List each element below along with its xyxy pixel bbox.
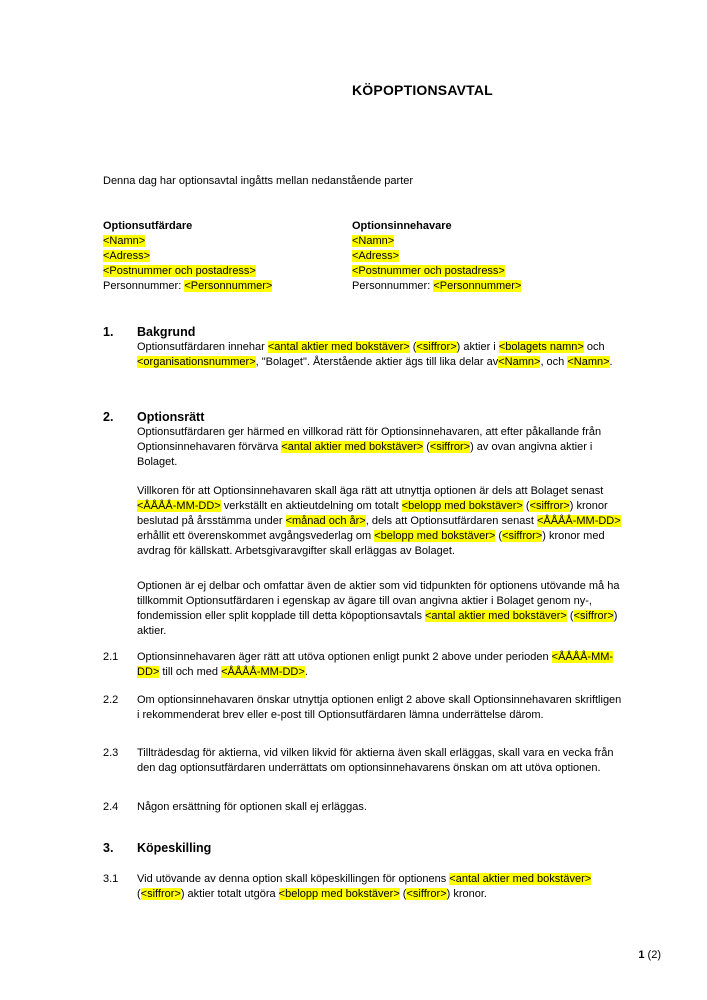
- text-run: Optionsinnehavaren äger rätt att utöva optionen enligt punkt 2 above under perioden: [137, 651, 552, 663]
- placeholder-field[interactable]: <antal aktier med bokstäver>: [281, 441, 424, 453]
- placeholder-field[interactable]: <siffror>: [140, 888, 181, 900]
- clause-number: 2.3: [103, 747, 119, 759]
- clause-text: [137, 872, 623, 902]
- text-run: erhållit ett överenskommet avgångsvederlag om: [137, 530, 375, 542]
- clause-text: [137, 800, 623, 815]
- placeholder-field[interactable]: <ÅÅÅÅ-MM-DD>: [536, 515, 621, 527]
- text-run: ) aktier totalt utgöra: [180, 888, 279, 900]
- text-run: (: [409, 341, 417, 353]
- section-3-title: Köpeskilling: [137, 841, 212, 855]
- text-run: Optionsutfärdaren innehar: [137, 341, 268, 353]
- placeholder-field[interactable]: <Personnummer>: [184, 280, 273, 292]
- text-run: (: [566, 610, 574, 622]
- text-run: ) kronor.: [446, 888, 487, 900]
- placeholder-field[interactable]: <siffror>: [529, 500, 570, 512]
- page-number: [638, 948, 661, 963]
- text-run: Personnummer:: [103, 280, 185, 292]
- text-run: Om optionsinnehavaren önskar utnyttja optionen enligt 2 above skall Optionsinnehavaren skriftligen i rekommenderat brev eller e-post till Optionsutfärdaren lämna underrättelse därom.: [137, 694, 622, 721]
- placeholder-field[interactable]: <antal aktier med bokstäver>: [267, 341, 410, 353]
- section-2-paragraph-1: [103, 425, 627, 470]
- text-run: verkställt en aktieutdelning om totalt: [220, 500, 402, 512]
- page-number-current: 1: [638, 949, 645, 961]
- text-run: Tillträdesdag för aktierna, vid vilken likvid för aktierna även skall erläggas, skall vara en vecka från den dag optionsutfärdaren underrättats om optionsinnehavarens önskan om att utöva optionen.: [137, 747, 614, 774]
- placeholder-field[interactable]: <ÅÅÅÅ-MM-DD>: [137, 651, 614, 678]
- party-holder-personal-number: [352, 279, 598, 294]
- placeholder-field[interactable]: <siffror>: [502, 530, 543, 542]
- clause-number: 3.1: [103, 873, 119, 885]
- section-2-title: Optionsrätt: [137, 410, 205, 424]
- text-run: ) aktier.: [137, 610, 618, 637]
- party-holder-address: [352, 249, 598, 264]
- clause-2-1: [103, 650, 627, 680]
- party-holder-postal: [352, 264, 598, 279]
- text-run: ) kronor beslutad på årsstämma under: [137, 500, 608, 527]
- section-1-paragraph: [103, 340, 627, 370]
- text-run: , "Bolaget". Återstående aktier ägs till lika delar av: [255, 356, 499, 368]
- placeholder-field[interactable]: <ÅÅÅÅ-MM-DD>: [221, 666, 305, 678]
- placeholder-field[interactable]: <bolagets namn>: [498, 341, 584, 353]
- party-issuer-name: [103, 234, 349, 249]
- placeholder-field[interactable]: <siffror>: [416, 341, 457, 353]
- placeholder-field[interactable]: <Adress>: [352, 250, 400, 262]
- placeholder-field[interactable]: <belopp med bokstäver>: [401, 500, 523, 512]
- party-issuer-heading: Optionsutfärdare: [103, 220, 193, 232]
- clause-number: 2.1: [103, 651, 119, 663]
- text-run: ) aktier i: [456, 341, 499, 353]
- text-run: (: [399, 888, 407, 900]
- section-2-number: 2.: [103, 410, 114, 424]
- party-issuer-address: [103, 249, 349, 264]
- text-run: .: [304, 666, 308, 678]
- placeholder-field[interactable]: <Adress>: [103, 250, 151, 262]
- clause-number: 2.2: [103, 694, 119, 706]
- text-run: Villkoren för att Optionsinnehavaren skall äga rätt att utnyttja optionen är dels att Bolaget senast: [137, 485, 604, 497]
- placeholder-field[interactable]: <siffror>: [406, 888, 447, 900]
- placeholder-field[interactable]: <antal aktier med bokstäver>: [425, 610, 567, 622]
- text-run: Optionsutfärdaren ger härmed en villkorad rätt för Optionsinnehavaren, att efter påkallande från Optionsinnehavaren förvärva: [137, 426, 602, 453]
- placeholder-field[interactable]: <antal aktier med bokstäver>: [449, 873, 592, 885]
- clause-3-1: [103, 872, 627, 902]
- text-run: (: [495, 530, 503, 542]
- clause-text: [137, 746, 623, 776]
- clause-text: [137, 650, 623, 680]
- placeholder-field[interactable]: <Postnummer och postadress>: [103, 265, 256, 277]
- text-run: (: [423, 441, 430, 453]
- placeholder-field[interactable]: <organisationsnummer>: [137, 356, 256, 368]
- section-1-number: 1.: [103, 325, 114, 339]
- document-title: KÖPOPTIONSAVTAL: [352, 82, 493, 98]
- placeholder-field[interactable]: <Namn>: [498, 356, 541, 368]
- paragraph-text: [137, 340, 623, 370]
- clause-2-4: [103, 800, 627, 815]
- placeholder-field[interactable]: <Namn>: [567, 356, 610, 368]
- text-run: ) av ovan angivna aktier i Bolaget.: [137, 441, 593, 468]
- placeholder-field[interactable]: <siffror>: [573, 610, 614, 622]
- clause-number: 2.4: [103, 801, 119, 813]
- party-holder-heading: Optionsinnehavare: [352, 220, 452, 232]
- paragraph-text: [137, 484, 623, 559]
- section-2-paragraph-3: [103, 579, 627, 639]
- placeholder-field[interactable]: <Personnummer>: [433, 280, 522, 292]
- intro-text: Denna dag har optionsavtal ingåtts mellan nedanstående parter: [103, 175, 414, 187]
- text-run: (: [137, 888, 141, 900]
- text-run: till och med: [159, 666, 222, 678]
- section-3-number: 3.: [103, 841, 114, 855]
- section-2-paragraph-2: [103, 484, 627, 559]
- paragraph-text: [137, 425, 623, 470]
- section-1-heading: [103, 324, 627, 340]
- paragraph-text: [137, 579, 623, 639]
- text-run: , dels att Optionsutfärdaren senast: [365, 515, 537, 527]
- text-run: Personnummer:: [352, 280, 434, 292]
- placeholder-field[interactable]: <siffror>: [429, 441, 471, 453]
- text-run: (: [522, 500, 530, 512]
- text-run: .: [609, 356, 613, 368]
- page-number-total: (2): [647, 949, 661, 961]
- placeholder-field[interactable]: <månad och år>: [285, 515, 366, 527]
- party-issuer: [103, 219, 349, 294]
- text-run: och: [583, 341, 605, 353]
- text-run: Optionen är ej delbar och omfattar även de aktier som vid tidpunkten för optionens utövande må ha tillkommit Optionsutfärdaren i egenskap av ägare till ovan angivna aktier i Bolaget genom ny-, fondemission eller split kopplade till detta köpoptionsavtals: [137, 580, 620, 622]
- clause-2-2: [103, 693, 627, 723]
- clause-2-3: [103, 746, 627, 776]
- placeholder-field[interactable]: <ÅÅÅÅ-MM-DD>: [137, 500, 221, 512]
- placeholder-field[interactable]: <Postnummer och postadress>: [352, 265, 505, 277]
- party-issuer-personal-number: [103, 279, 349, 294]
- text-run: Någon ersättning för optionen skall ej erläggas.: [137, 801, 367, 813]
- placeholder-field[interactable]: <Namn>: [103, 235, 146, 247]
- placeholder-field[interactable]: <belopp med bokstäver>: [278, 888, 400, 900]
- section-3-heading: [103, 840, 627, 856]
- text-run: , och: [540, 356, 568, 368]
- placeholder-field[interactable]: <belopp med bokstäver>: [374, 530, 496, 542]
- party-holder: [352, 219, 598, 294]
- section-2-heading: [103, 409, 627, 425]
- text-run: Vid utövande av denna option skall köpeskillingen för optionens: [137, 873, 450, 885]
- party-holder-name: [352, 234, 598, 249]
- placeholder-field[interactable]: <Namn>: [352, 235, 395, 247]
- clause-text: [137, 693, 623, 723]
- section-1-title: Bakgrund: [137, 325, 196, 339]
- party-issuer-postal: [103, 264, 349, 279]
- text-run: ) kronor med avdrag för källskatt. Arbetsgivaravgifter skall erläggas av Bolaget.: [137, 530, 605, 557]
